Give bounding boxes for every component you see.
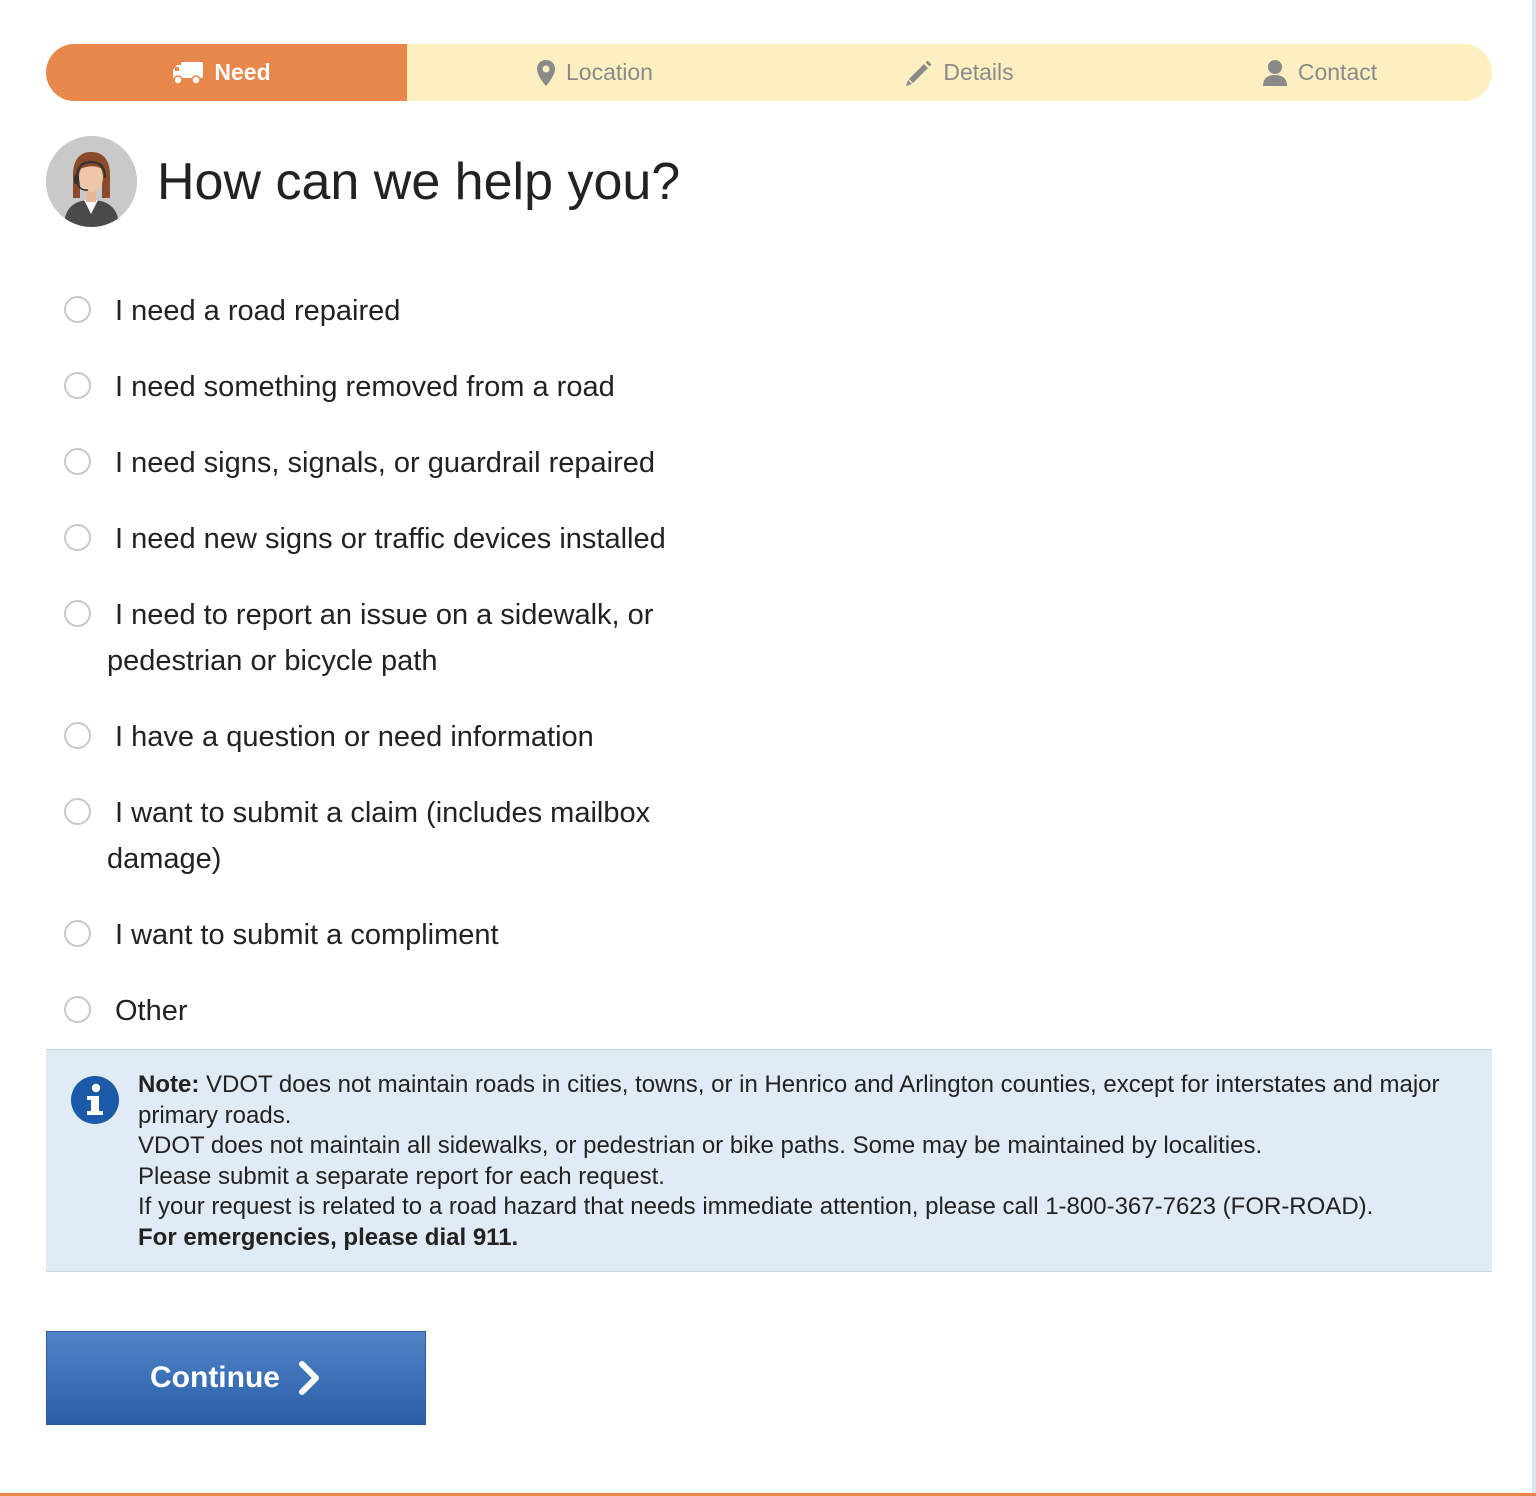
option-label: I want to submit a claim (includes mailbox damage) bbox=[107, 797, 651, 875]
note-text bbox=[138, 1070, 1478, 1253]
user-icon bbox=[1262, 59, 1288, 87]
page-right-border bbox=[1532, 0, 1536, 1496]
note-line-2: VDOT does not maintain all sidewalks, or pedestrian or bike paths. Some may be maintained by localities. bbox=[138, 1132, 1263, 1159]
option-other[interactable] bbox=[64, 988, 744, 1034]
radio-button[interactable] bbox=[64, 722, 91, 749]
radio-button[interactable] bbox=[64, 996, 91, 1023]
step-contact-label: Contact bbox=[1297, 59, 1378, 85]
step-contact[interactable] bbox=[1137, 44, 1492, 101]
continue-button-label: Continue bbox=[150, 1361, 280, 1394]
option-question-information[interactable] bbox=[64, 714, 744, 760]
radio-button[interactable] bbox=[64, 448, 91, 475]
radio-button[interactable] bbox=[64, 920, 91, 947]
pencil-icon bbox=[905, 59, 933, 87]
option-label: I need new signs or traffic devices installed bbox=[115, 523, 666, 555]
chevron-right-icon bbox=[298, 1360, 322, 1396]
step-details[interactable] bbox=[782, 44, 1137, 101]
option-label: I need something removed from a road bbox=[115, 371, 615, 403]
option-signs-signals-guardrail[interactable] bbox=[64, 440, 744, 486]
note-box bbox=[46, 1049, 1492, 1272]
option-submit-compliment[interactable] bbox=[64, 912, 744, 958]
map-pin-icon bbox=[536, 59, 556, 87]
option-something-removed[interactable] bbox=[64, 364, 744, 410]
note-line-3: Please submit a separate report for each request. bbox=[138, 1162, 665, 1190]
radio-button[interactable] bbox=[64, 798, 91, 825]
radio-button[interactable] bbox=[64, 296, 91, 323]
option-label: I need signs, signals, or guardrail repaired bbox=[115, 447, 656, 479]
option-submit-claim[interactable] bbox=[64, 790, 704, 882]
option-label: I have a question or need information bbox=[115, 721, 594, 753]
page-title: How can we help you? bbox=[157, 153, 681, 211]
support-agent-avatar-icon bbox=[46, 136, 137, 227]
continue-button[interactable] bbox=[46, 1331, 426, 1425]
option-label: I need to report an issue on a sidewalk, or pedestrian or bicycle path bbox=[107, 599, 654, 677]
note-emergency-line: For emergencies, please dial 911. bbox=[138, 1223, 519, 1251]
step-need-label: Need bbox=[214, 59, 271, 85]
radio-button[interactable] bbox=[64, 372, 91, 399]
note-line-1: VDOT does not maintain roads in cities, towns, or in Henrico and Arlington counties, except for interstates and major primary roads. bbox=[138, 1071, 1440, 1129]
option-sidewalk-issue[interactable] bbox=[64, 592, 704, 684]
option-new-signs-installed[interactable] bbox=[64, 516, 744, 562]
step-location[interactable] bbox=[407, 44, 782, 101]
step-need[interactable] bbox=[46, 44, 407, 101]
truck-icon bbox=[172, 60, 204, 86]
step-progress-bar bbox=[46, 44, 1492, 101]
step-location-label: Location bbox=[566, 59, 653, 85]
step-details-label: Details bbox=[943, 59, 1014, 85]
option-label: Other bbox=[115, 995, 188, 1027]
option-road-repaired[interactable] bbox=[64, 288, 744, 334]
note-lead: Note: bbox=[138, 1071, 200, 1098]
note-paragraph-1 bbox=[138, 1070, 1478, 1131]
note-line-4: If your request is related to a road hazard that needs immediate attention, please call 1-800-367-7623 (FOR-ROAD). bbox=[138, 1193, 1374, 1220]
radio-button[interactable] bbox=[64, 600, 91, 627]
option-label: I want to submit a compliment bbox=[115, 919, 499, 951]
info-icon bbox=[70, 1075, 120, 1125]
radio-button[interactable] bbox=[64, 524, 91, 551]
option-label: I need a road repaired bbox=[115, 295, 401, 327]
